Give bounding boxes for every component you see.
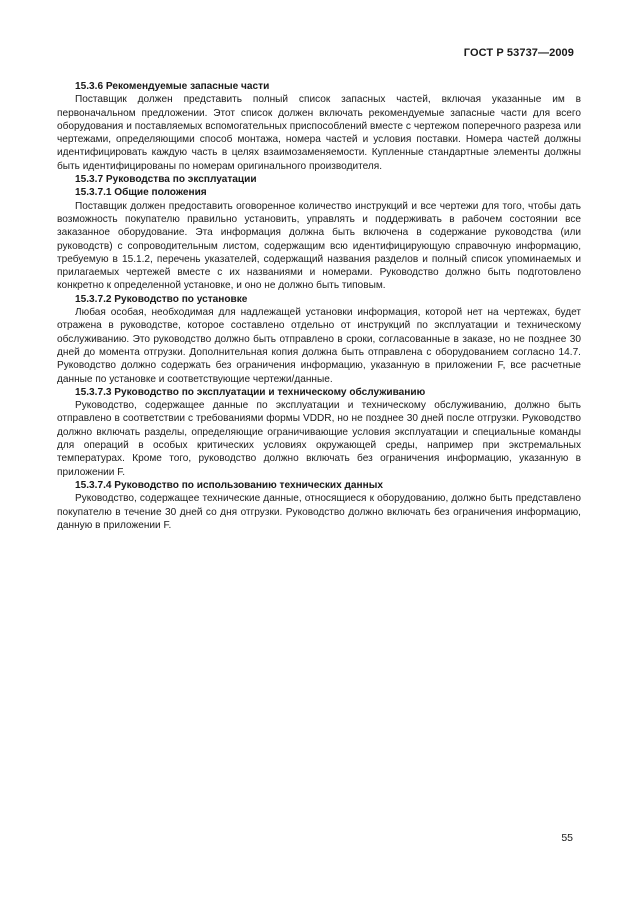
section-heading-15-3-7: 15.3.7 Руководства по эксплуатации (75, 174, 257, 186)
paragraph-technical-data-manual: Руководство, содержащее технические данные, относящиеся к оборудованию, должно быть представлено покупателю в течение 30 дней со дня отгрузки. Руководство должно включать без ограничения информацию, данную в приложении F. (57, 493, 581, 531)
paragraph-installation-manual: Любая особая, необходимая для надлежащей установки информация, которой нет на чертежах, будет отражена в руководстве, которое составлено отдельно от инструкций по эксплуатации и техническому обслуживанию. Это руководство должно быть отправлено в сроки, согласованные в заказе, но не позднее 30 дней до момента отгрузки. Дополнительная копия должна быть отправлена с оборудованием согласно 14.7. Руководство должно содержать без ограничения информацию, указанную в приложении F, все расчетные данные по установке и соответствующие чертежи/данные. (57, 307, 581, 385)
page-number: 55 (561, 832, 573, 844)
section-heading-15-3-7-2: 15.3.7.2 Руководство по установке (75, 293, 248, 305)
document-code: ГОСТ Р 53737—2009 (463, 47, 574, 59)
section-heading-15-3-6: 15.3.6 Рекомендуемые запасные части (75, 81, 270, 92)
paragraph-operation-maintenance-manual: Руководство, содержащее данные по эксплуатации и техническому обслуживанию, должно быть отправлено в соответствии с требованиями формы VDDR, но не позднее 30 дней после отгрузки. Руководство должно включать разделы, определяющие ограничивающие условия эксплуатации и специальные команды для операций в особых критических условиях окружающей среды, например при экстремальных температурах. Кроме того, руководство должно включать без ограничения информацию, указанную в приложении F. (57, 400, 581, 478)
paragraph-general-provisions: Поставщик должен предоставить оговоренное количество инструкций и все чертежи для того, чтобы дать возможность покупателю правильно установить, управлять и поддерживать в рабочем состоянии все заказанное оборудование. Эта информация должна быть включена в содержание руководства (или руководств) с сопроводительным листом, содержащим всю идентифицирующую справочную информацию, требуемую в 15.1.2, перечень указателей, содержащий названия разделов и полный список упоминаемых и прилагаемых чертежей вместе с их названиями и номерами. Руководство должно быть подготовлено конкретно к определенной установке, и оно не должно быть типовым. (57, 200, 581, 292)
section-heading-15-3-7-1: 15.3.7.1 Общие положения (75, 187, 207, 199)
paragraph-spare-parts: Поставщик должен представить полный список запасных частей, включая указанные им в первоначальном предложении. Этот список должен включать рекомендуемые запасные части для всего оборудования и поставляемых вспомогательных приспособлений вместе с чертежом поперечного разреза или чертежами, определяющими способ монтажа, номера частей и условия поставки. Номера частей должны идентифицировать каждую часть в целях взаимозаменяемости. Купленные стандартные элементы должны быть идентифицированы по номерам оригинального производителя. (57, 94, 581, 172)
section-heading-15-3-7-3: 15.3.7.3 Руководство по эксплуатации и техническому обслуживанию (75, 386, 426, 398)
section-heading-15-3-7-4: 15.3.7.4 Руководство по использованию технических данных (75, 479, 383, 491)
document-body (57, 80, 581, 532)
